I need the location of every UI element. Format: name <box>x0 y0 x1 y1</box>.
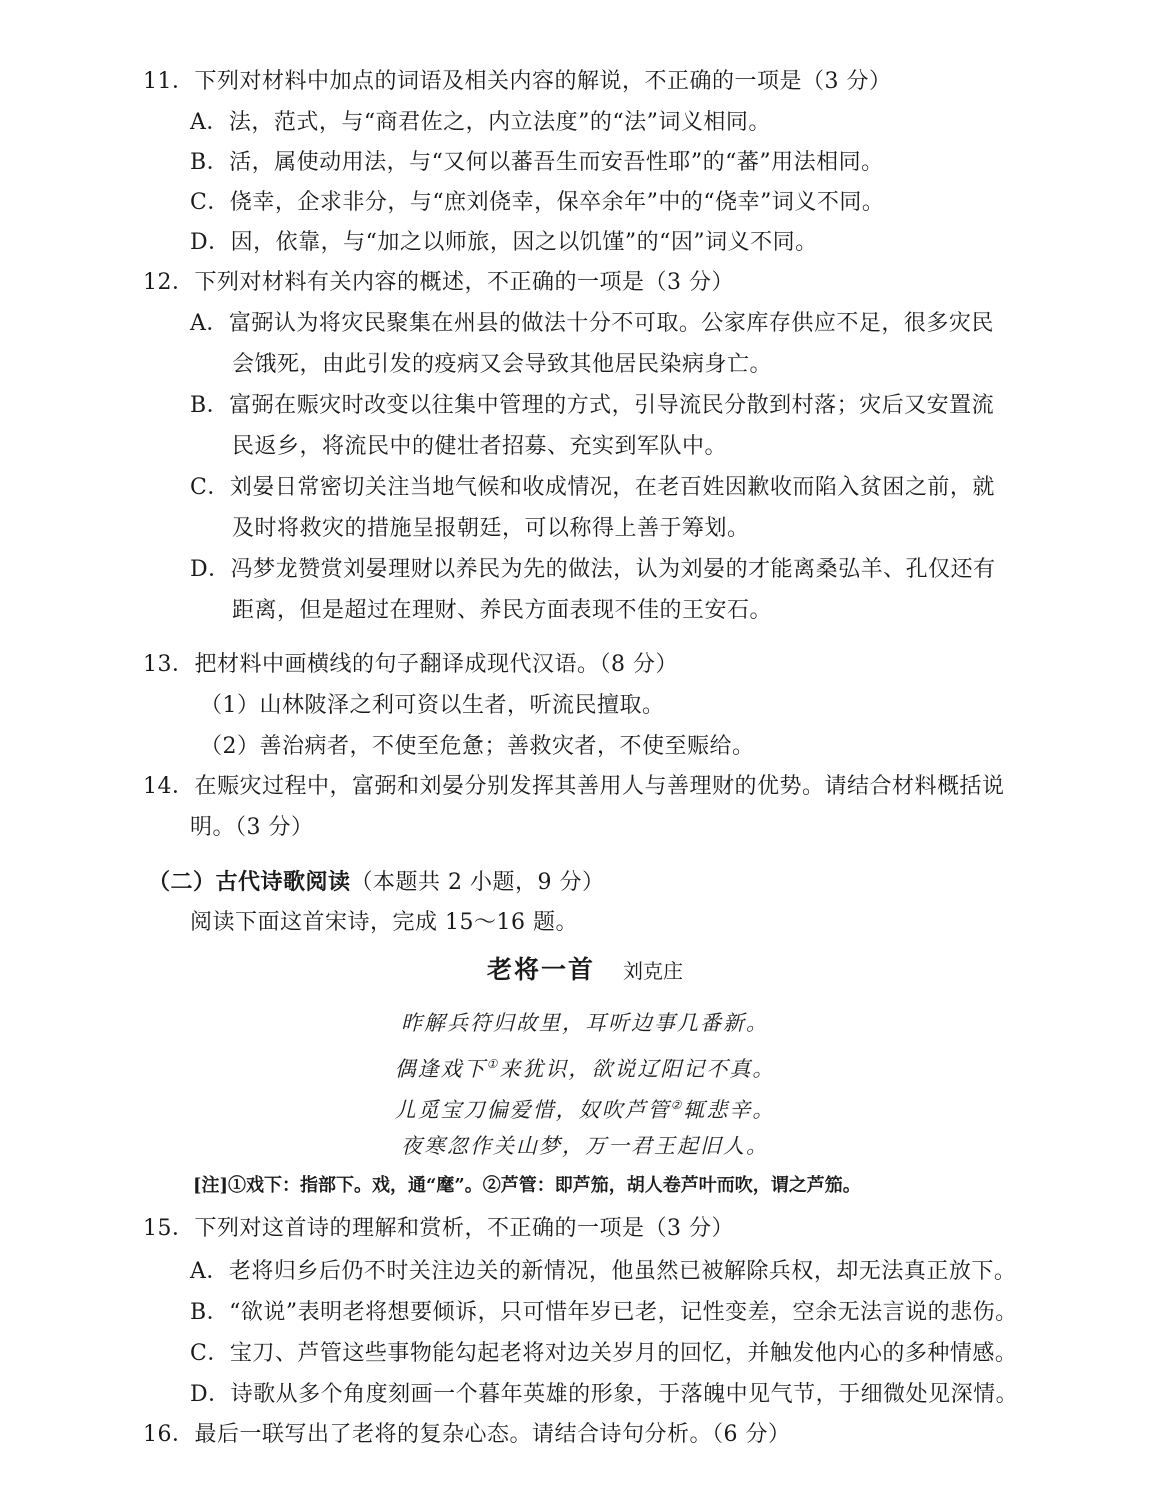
q12-option-b-line1: B．富弼在赈灾时改变以往集中管理的方式，引导流民分散到村落；灾后又安置流 <box>190 393 995 418</box>
q14-stem-line2: 明。（3 分） <box>190 815 314 840</box>
q15-option-a: A．老将归乡后仍不时关注边关的新情况，他虽然已被解除兵权，却无法真正放下。 <box>190 1259 1017 1284</box>
poem-line-2-part-1: 偶逢戏下 <box>394 1057 487 1081</box>
section-heading <box>148 867 605 898</box>
q15-option-b: B．“欲说”表明老将想要倾诉，只可惜年岁已老，记性变差，空余无法言说的悲伤。 <box>190 1300 1018 1325</box>
poem-title-line <box>0 953 1170 989</box>
poem-line-2-part-2: 来犹识，欲说辽阳记不真。 <box>499 1057 776 1081</box>
poem-line-3-part-2: 辄悲辛。 <box>683 1098 776 1122</box>
q11-option-b: B．活，属使动用法，与“又何以蕃吾生而安吾性耶”的“蕃”用法相同。 <box>190 150 884 175</box>
q15-option-d: D．诗歌从多个角度刻画一个暮年英雄的形象，于落魄中见气节，于细微处见深情。 <box>190 1382 1019 1407</box>
poem-line-2 <box>0 1049 1170 1084</box>
section-intro: 阅读下面这首宋诗，完成 15～16 题。 <box>190 910 578 935</box>
q13-stem: 13．把材料中画横线的句子翻译成现代汉语。（8 分） <box>143 652 678 677</box>
poem-line-4: 夜寒忽作关山梦，万一君王起旧人。 <box>401 1134 769 1158</box>
poem-author: 刘克庄 <box>623 961 683 983</box>
q12-stem: 12．下列对材料有关内容的概述，不正确的一项是（3 分） <box>143 270 734 295</box>
q11-option-c: C．侥幸，企求非分，与“庶刘侥幸，保卒余年”中的“侥幸”词义不同。 <box>190 190 885 215</box>
q14-stem-line1: 14．在赈灾过程中，富弼和刘晏分别发挥其善用人与善理财的优势。请结合材料概括说 <box>143 774 1005 799</box>
q12-option-a-line1: A．富弼认为将灾民聚集在州县的做法十分不可取。公家库存供应不足，很多灾民 <box>190 311 994 336</box>
poem-line-1: 昨解兵符归故里，耳听边事几番新。 <box>401 1011 769 1035</box>
q13-sentence-1: （1）山林陂泽之利可资以生者，听流民擅取。 <box>200 693 665 718</box>
q12-option-d-line2: 距离，但是超过在理财、养民方面表现不佳的王安石。 <box>232 598 773 623</box>
q15-option-c: C．宝刀、芦管这些事物能勾起老将对边关岁月的回忆，并触发他内心的多种情感。 <box>190 1341 1018 1366</box>
q13-sentence-2: （2）善治病者，不使至危惫；善救灾者，不使至赈给。 <box>200 734 755 759</box>
q16-stem: 16．最后一联写出了老将的复杂心态。请结合诗句分析。（6 分） <box>143 1422 791 1447</box>
q15-stem: 15．下列对这首诗的理解和赏析，不正确的一项是（3 分） <box>143 1216 734 1241</box>
section-title-note: （本题共 2 小题，9 分） <box>350 870 605 895</box>
poem-line-3-part-1: 儿觅宝刀偏爱惜，奴吹芦管 <box>394 1098 671 1122</box>
q12-option-b-line2: 民返乡，将流民中的健壮者招募、充实到军队中。 <box>232 434 728 459</box>
section-title: （二）古代诗歌阅读 <box>148 869 351 895</box>
poem-line-3 <box>0 1090 1170 1125</box>
q12-option-d-line1: D．冯梦龙赞赏刘晏理财以养民为先的做法，认为刘晏的才能离桑弘羊、孔仅还有 <box>190 557 996 582</box>
q11-option-d: D．因，依靠，与“加之以师旅，因之以饥馑”的“因”词义不同。 <box>190 230 818 255</box>
footnote-marker-1: ① <box>486 1057 500 1071</box>
q12-option-c-line2: 及时将救灾的措施呈报朝廷，可以称得上善于筹划。 <box>232 516 750 541</box>
poem-footnote: [注]①戏下：指部下。戏，通“麾”。②芦管：即芦笳，胡人卷芦叶而吹，谓之芦笳。 <box>193 1175 861 1196</box>
q11-stem: 11．下列对材料中加点的词语及相关内容的解说，不正确的一项是（3 分） <box>143 69 892 94</box>
poem-title: 老将一首 <box>486 955 595 984</box>
q11-option-a: A．法，范式，与“商君佐之，内立法度”的“法”词义相同。 <box>190 110 771 135</box>
footnote-marker-2: ② <box>670 1098 684 1112</box>
q12-option-c-line1: C．刘晏日常密切关注当地气候和收成情况，在老百姓因歉收而陷入贫困之前，就 <box>190 475 995 500</box>
q12-option-a-line2: 会饿死，由此引发的疫病又会导致其他居民染病身亡。 <box>232 352 773 377</box>
